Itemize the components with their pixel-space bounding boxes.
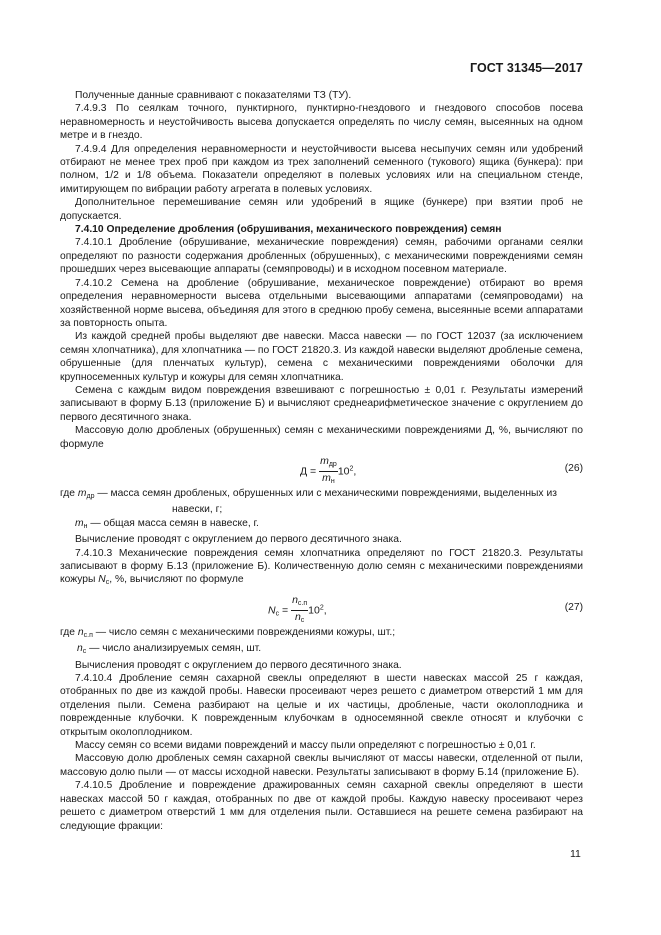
where-line: $n_c$ — число анализируемых семян, шт. [77, 643, 262, 656]
formula-expression: $N_c$ = $\frac{n_{c.п}}{n_c}$ $10^2$, [268, 594, 327, 628]
paragraph: 7.4.10.1 Дробление (обрушивание, механические повреждения) семян, рабочими органами сеялки определяют по разности содержания дробленных (обрушенных), с механическими повреждениями семян прошедших через высевающие аппараты (семяпроводы) и в исходном посевном материале. [60, 237, 583, 276]
paragraph: Массу семян со всеми видами повреждений и массу пыли определяют с погрешностью ± 0,01 г. [75, 740, 536, 752]
where-line: где $n_{c.п}$ — число семян с механическими повреждениями кожуры, шт.; [60, 626, 396, 639]
paragraph: Из каждой средней пробы выделяют две навески. Масса навески — по ГОСТ 12037 (за исключением семян хлопчатника), для хлопчатника — по ГОСТ 21820.3. Из каждой навески выделяют дробленые семена, обрушенные (для пленчатых культур), семена с механическими повреждениями оболочки для крупносеменных культур и кожуры для семян хлопчатника. [60, 331, 583, 383]
multiplier: 10 [337, 465, 350, 478]
paragraph: Массовую долю дробленых (обрушенных) семян с механическими повреждениями Д, %, вычисляют по формуле [60, 425, 583, 450]
fraction [319, 455, 338, 489]
formula-26 [60, 453, 583, 486]
where-line-continued: навески, г; [172, 504, 223, 516]
multiplier: 10 [308, 604, 320, 617]
document-header: ГОСТ 31345—2017 [469, 61, 583, 75]
paragraph: Массовую долю дробленых семян сахарной свеклы вычисляют от массы навески, отделенной от пыли, массовую долю пыли — от массы исходной навески. Результаты записывают в форму Б.14 (приложение Б). [60, 753, 583, 778]
formula-number: (27) [564, 601, 583, 613]
paragraph: Вычисления проводят с округлением до первого десятичного знака. [75, 659, 402, 671]
body-text [60, 89, 583, 833]
denominator: $m_н$ [322, 472, 335, 486]
paragraph: Вычисление проводят с округлением до первого десятичного знака. [75, 534, 402, 546]
formula-number: (26) [564, 462, 583, 474]
paragraph: Дополнительное перемешивание семян или удобрений в ящике (бункере) при взятии проб не допускается. [60, 197, 583, 222]
paragraph: 7.4.9.4 Для определения неравномерности и неустойчивости высева несыпучих семян или удобрений отбирают не менее трех проб при каждом из трех заполнений семенного (тукового) ящика (бункера): при полном, 1/2 и 1/8 объема. Показатели определяют в полевых условиях или на специальном стенде, имитирующем по вибрации работу агрегата в полевых условиях. [60, 143, 583, 195]
exponent: 2 [349, 465, 354, 473]
paragraph: 7.4.10.4 Дробление семян сахарной свеклы определяют в шести навесках массой 25 г каждая, отобранных по две из каждой пробы. Навески просеивают через решето с диаметром отверстий 1 мм для отделения пыли. Семена разбирают на целые и их частицы, дробленые, части околоплодника и поврежденные клубочки. К поврежденным клубочкам в односемянной свекле относят и клубочки с открытым околоплодником. [60, 673, 583, 738]
paragraph: Семена с каждым видом повреждения взвешивают с погрешностью ± 0,01 г. Результаты измерений записывают в форму Б.13 (приложение Б) и вычисляют среднеарифметическое значение с округлением до первого десятичного знака. [60, 384, 583, 423]
paragraph: 7.4.10.5 Дробление и повреждение дражированных семян сахарной свеклы определяют в шести навесках массой 50 г каждая, отобранных по две от каждой пробы. Каждую навеску просеивают через решето с диаметром отверстий 1 мм для отделения пыли. Оставшиеся на решете семена разбирают на следующие фракции: [60, 780, 583, 832]
page-number: 11 [570, 848, 581, 860]
where-line: $m_н$ — общая масса семян в навеске, г. [75, 517, 259, 530]
where-line: где $m_{др}$ — масса семян дробленых, обрушенных или с механическими повреждениями, выделенных из [60, 487, 557, 500]
paragraph: 7.4.10.2 Семена на дробление (обрушивание, механическое повреждение) отбирают во время определения неравномерности высева отдельными высевающими аппаратами (семяпроводами) на хозяйственной норме высева, объединяя для этого в среднюю пробу семена, высеянные всеми аппаратами за повторность опыта. [60, 277, 583, 329]
paragraph: 7.4.10.3 Механические повреждения семян хлопчатника определяют по ГОСТ 21820.3. Результаты записывают в форму Б.13 (приложение Б). Количественную долю семян с механическими повреждениями кожуры $N_c$, %, вычисляют по формуле [60, 547, 583, 587]
numerator: $n_{c.п}$ [291, 594, 308, 611]
formula-expression: Д = $\frac{m_{др}}{m_н}$ $10^2$, [300, 455, 356, 489]
paragraph: Полученные данные сравнивают с показателями ТЗ (ТУ). [75, 90, 352, 101]
section-heading: 7.4.10 Определение дробления (обрушивания, механического повреждения) семян [75, 224, 502, 236]
fraction [291, 594, 308, 628]
numerator: $m_{др}$ [319, 455, 338, 472]
formula-lhs: Д = [300, 465, 317, 478]
exponent: 2 [319, 604, 324, 612]
denominator: $n_c$ [294, 611, 305, 625]
formula-27 [60, 592, 583, 625]
paragraph: 7.4.9.3 По сеялкам точного, пунктирного, пунктирно-гнездового и гнездового способов посева неравномерность и неустойчивость высева допускается определять по числу семян, высеянных на одном метре и в гнездо. [60, 103, 583, 142]
